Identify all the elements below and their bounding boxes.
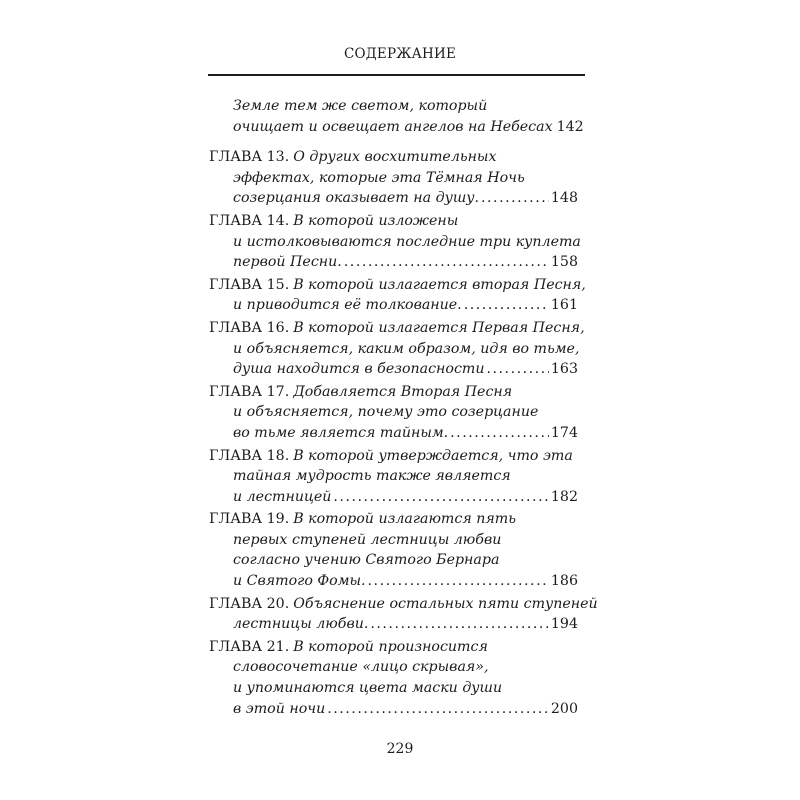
chapter-title-text: Объяснение остальных пяти ступеней (293, 595, 598, 612)
toc-entry-line (209, 117, 584, 138)
chapter-label: ГЛАВА 21. (209, 638, 290, 655)
chapter-title-text: и приводится её толкование. (233, 297, 462, 314)
chapter-title-text: во тьме является тайным. (233, 424, 449, 441)
toc-entry[interactable] (209, 318, 585, 380)
toc-entry[interactable] (209, 147, 578, 209)
toc-entry-line (209, 423, 578, 444)
toc-entry-line (209, 550, 578, 571)
toc-entry-line (209, 275, 586, 296)
toc-page-number: 161 (550, 297, 578, 314)
chapter-label: ГЛАВА 17. (209, 383, 290, 400)
toc-entry-line (209, 402, 578, 423)
chapter-label: ГЛАВА 16. (209, 319, 290, 336)
toc-entry-line (209, 382, 578, 403)
dot-leader (327, 699, 549, 720)
chapter-title-text: в этой ночи (233, 700, 326, 717)
chapter-title-text: тайная мудрость также является (233, 468, 511, 485)
toc-entry-line (209, 678, 578, 699)
toc-page-number: 186 (550, 573, 578, 590)
chapter-title-text: О других восхитительных (293, 149, 497, 166)
chapter-title-text: лестницы любви. (233, 616, 369, 633)
chapter-title-text: созерцания оказывает на душу. (233, 190, 480, 207)
chapter-label: ГЛАВА 20. (209, 595, 290, 612)
dot-leader (481, 188, 549, 209)
toc-entry-line (209, 530, 578, 551)
dot-leader (450, 423, 549, 444)
dot-leader (486, 359, 548, 380)
toc-page-number: 163 (550, 361, 578, 378)
toc-entry-line (209, 594, 598, 615)
toc-page-number: 200 (550, 700, 578, 717)
chapter-label: ГЛАВА 15. (209, 276, 290, 293)
chapter-title-text: и истолковываются последние три куплета (233, 233, 581, 250)
chapter-title-text: эффектах, которые эта Тёмная Ночь (233, 169, 525, 186)
toc-page-number: 182 (550, 488, 578, 505)
chapter-title-text: В которой изложены (293, 212, 459, 229)
toc-entry-line (209, 339, 578, 360)
chapter-title-text: очищает и освещает ангелов на Небесах (233, 118, 553, 135)
toc-entry[interactable] (209, 446, 578, 508)
page-number: 229 (386, 741, 414, 757)
chapter-title-text: Добавляется Вторая Песня (293, 383, 513, 400)
dot-leader (344, 252, 549, 273)
chapter-title-text: и объясняется, каким образом, идя во тьме, (233, 340, 580, 357)
toc-entry[interactable] (209, 594, 598, 635)
toc-page-number: 148 (550, 190, 578, 207)
dot-leader (370, 614, 549, 635)
toc-entry-line (209, 359, 578, 380)
toc-entry-line (209, 699, 578, 720)
chapter-label: ГЛАВА 14. (209, 212, 290, 229)
chapter-title-text: и объясняется, почему это созерцание (233, 404, 539, 421)
chapter-title-text: В которой излагается Первая Песня, (293, 319, 585, 336)
chapter-title-text: и лестницей (233, 488, 332, 505)
toc-entry-line (209, 295, 578, 316)
toc-entry-line (209, 168, 578, 189)
chapter-title-text: первой Песни. (233, 254, 342, 271)
chapter-title-text: первых ступеней лестницы любви (233, 531, 502, 548)
toc-entry-line (209, 466, 578, 487)
toc-entry[interactable] (209, 382, 578, 444)
toc-entry-line (209, 657, 578, 678)
toc-entry-line (209, 96, 578, 117)
chapter-title-text: и упоминаются цвета маски души (233, 680, 503, 697)
toc-page-number: 158 (550, 254, 578, 271)
toc-entry-line (209, 509, 578, 530)
toc-page-number: 142 (556, 118, 584, 135)
toc-entry-line (209, 318, 585, 339)
toc-entry[interactable] (209, 637, 578, 719)
chapter-title-text: согласно учению Святого Бернара (233, 552, 500, 569)
dot-leader (333, 487, 549, 508)
toc-entry-line (209, 232, 581, 253)
chapter-title-text: В которой излагаются пять (293, 511, 516, 528)
dot-leader (464, 295, 549, 316)
chapter-title-text: душа находится в безопасности (233, 361, 485, 378)
toc-entry[interactable] (209, 96, 584, 137)
chapter-title-text: Земле тем же светом, который (233, 98, 488, 114)
chapter-label: ГЛАВА 19. (209, 511, 290, 528)
chapter-title-text: В которой утверждается, что эта (293, 447, 573, 464)
toc-entry-line (209, 571, 578, 592)
toc-entry-line (209, 614, 578, 635)
toc-entry[interactable] (209, 211, 581, 273)
toc-entry-line (209, 487, 578, 508)
toc-entry-line (209, 637, 578, 658)
toc-page-number: 174 (550, 424, 578, 441)
toc-entry-line (209, 188, 578, 209)
toc-entry-line (209, 446, 578, 467)
toc-entry-line (209, 252, 578, 273)
toc-entry-line (209, 211, 578, 232)
toc-entry-line (209, 147, 578, 168)
chapter-label: ГЛАВА 13. (209, 149, 290, 166)
chapter-title-text: и Святого Фомы. (233, 573, 366, 590)
page-title: СОДЕРЖАНИЕ (343, 46, 457, 62)
header-rule (208, 74, 585, 76)
dot-leader (368, 571, 549, 592)
chapter-title-text: В которой излагается вторая Песня, (293, 276, 586, 293)
toc-entry[interactable] (209, 275, 586, 316)
toc-page-number: 194 (550, 616, 578, 633)
chapter-label: ГЛАВА 18. (209, 447, 290, 464)
toc-entry[interactable] (209, 509, 578, 591)
chapter-title-text: В которой произносится (293, 638, 488, 655)
table-of-contents (209, 96, 598, 721)
chapter-title-text: словосочетание «лицо скрывая», (233, 659, 489, 676)
